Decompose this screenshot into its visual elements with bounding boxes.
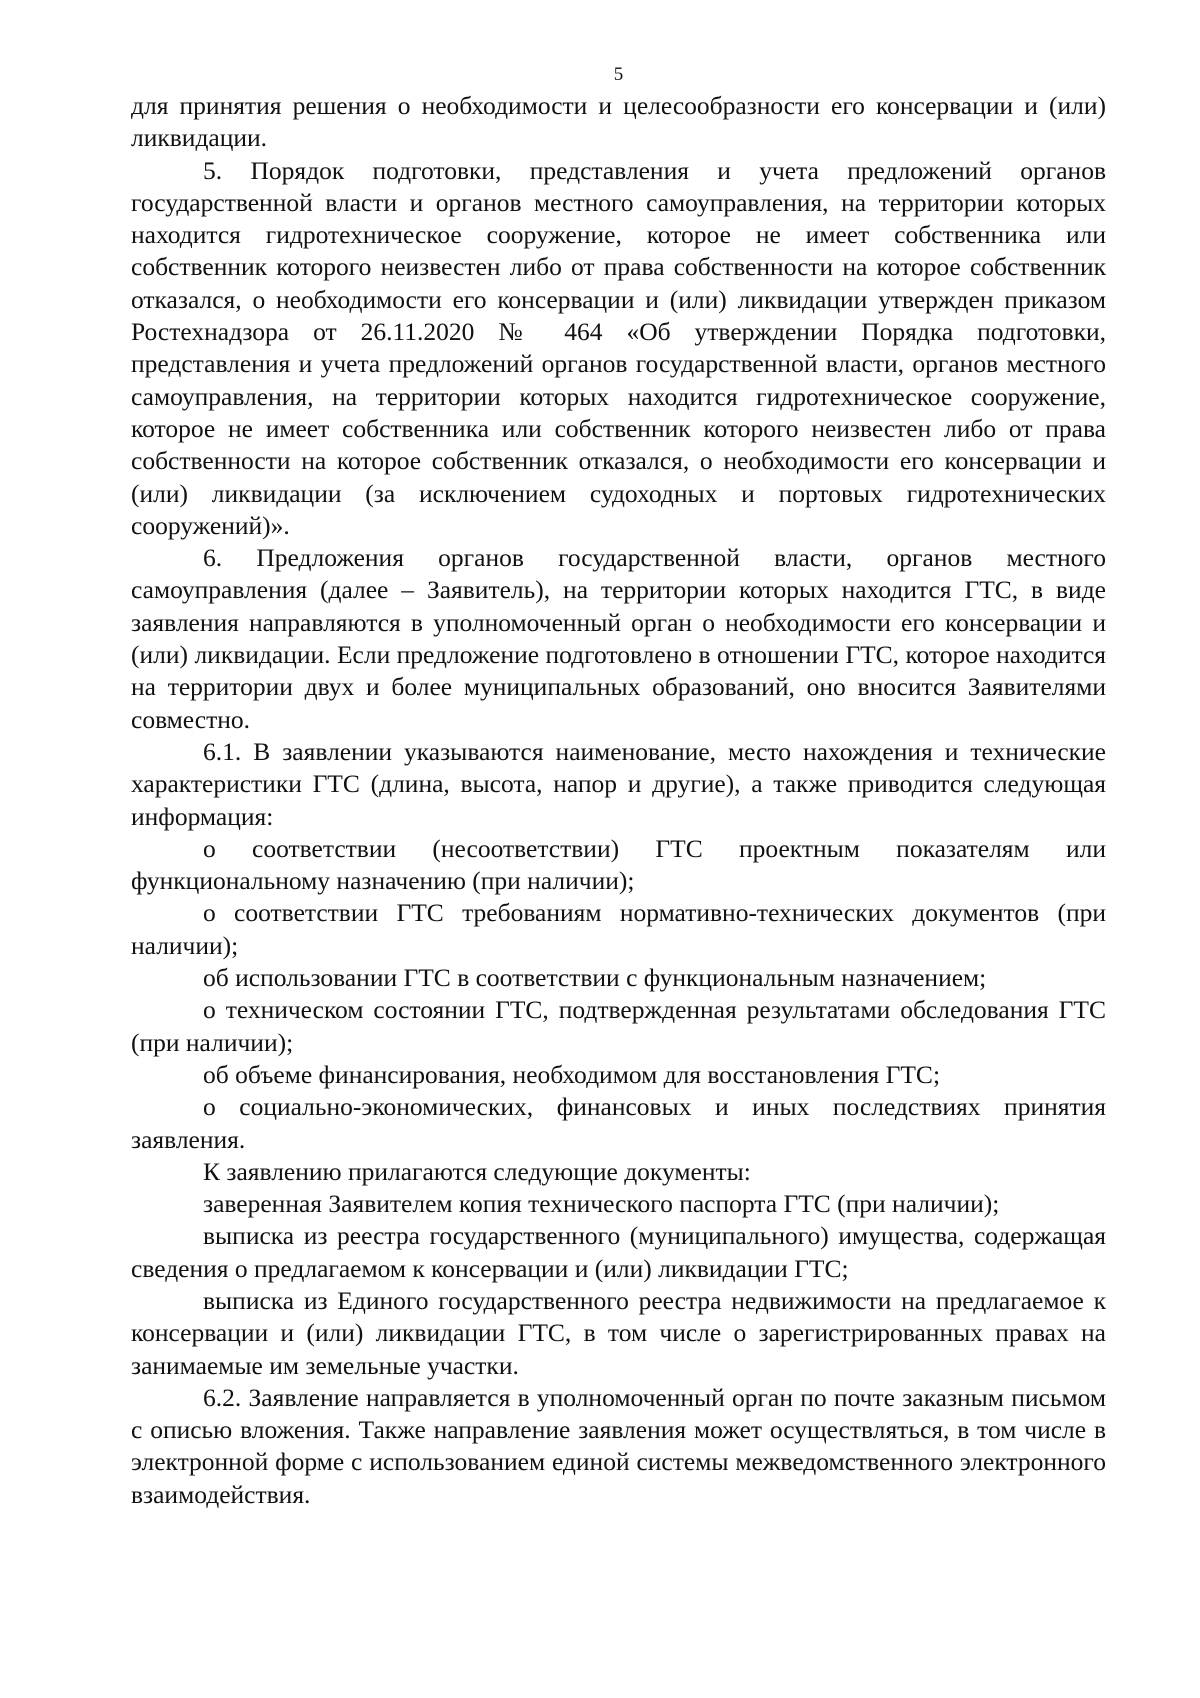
- list-item-financing: об объеме финансирования, необходимом для восстановления ГТС;: [203, 1059, 941, 1089]
- list-item-usage: об использовании ГТС в соответствии с функциональным назначением;: [203, 963, 987, 993]
- page-number: 5: [613, 64, 624, 85]
- list-item-compliance: о соответствии (несоответствии) ГТС проектным показателям или функциональному назначению (при наличии);: [131, 833, 1106, 896]
- paragraph-5: 5. Порядок подготовки, представления и учета предложений органов государственной власти и органов местного самоуправления, на территории которых находится гидротехническое сооружение, которое не имеет собственника или собственник которого неизвестен либо от права собственности на которое собственник отказался, о необходимости его консервации и (или) ликвидации утвержден приказом Ростехнадзора от 26.11.2020 № 464 «Об утверждении Порядка подготовки, представления и учета предложений органов государственной власти, органов местного самоуправления, на территории которых находится гидротехническое сооружение, которое не имеет собственника или собственник которого неизвестен либо от права собственности на которое собственник отказался, о необходимости его консервации и (или) ликвидации (за исключением судоходных и портовых гидротехнических сооружений)».: [131, 155, 1106, 540]
- list-item-real-estate-registry: выписка из Единого государственного реестра недвижимости на предлагаемое к консервации и (или) ликвидации ГТС, в том числе о зарегистрированных правах на занимаемые им земельные участки.: [131, 1285, 1106, 1380]
- list-item-consequences: о социально-экономических, финансовых и иных последствиях принятия заявления.: [131, 1092, 1106, 1154]
- list-item-technical-state: о техническом состоянии ГТС, подтвержденная результатами обследования ГТС (при наличии);: [131, 995, 1106, 1057]
- paragraph-6-1: 6.1. В заявлении указываются наименование, место нахождения и технические характеристики ГТС (длина, высота, напор и другие), а также приводится следующая информация:: [131, 736, 1106, 831]
- document-page: [131, 60, 1106, 1511]
- paragraph-6: 6. Предложения органов государственной власти, органов местного самоуправления (далее – Заявитель), на территории которых находится ГТС, в виде заявления направляются в уполномоченный орган о необходимости его консервации и (или) ликвидации. Если предложение подготовлено в отношении ГТС, которое находится на территории двух и более муниципальных образований, оно вносится Заявителями совместно.: [131, 543, 1106, 734]
- list-item-property-registry: выписка из реестра государственного (муниципального) имущества, содержащая сведения о предлагаемом к консервации и (или) ликвидации ГТС;: [131, 1221, 1106, 1283]
- list-item-requirements: о соответствии ГТС требованиям нормативно-технических документов (при наличии);: [131, 898, 1106, 960]
- list-item-passport-copy: заверенная Заявителем копия технического паспорта ГТС (при наличии);: [203, 1189, 1000, 1219]
- paragraph-continuation: для принятия решения о необходимости и целесообразности его консервации и (или) ликвидации.: [131, 91, 1106, 153]
- paragraph-attachments-intro: К заявлению прилагаются следующие документы:: [203, 1156, 751, 1186]
- paragraph-6-2: 6.2. Заявление направляется в уполномоченный орган по почте заказным письмом с описью вложения. Также направление заявления может осуществляться, в том числе в электронной форме с использованием единой системы межведомственного электронного взаимодействия.: [131, 1382, 1106, 1509]
